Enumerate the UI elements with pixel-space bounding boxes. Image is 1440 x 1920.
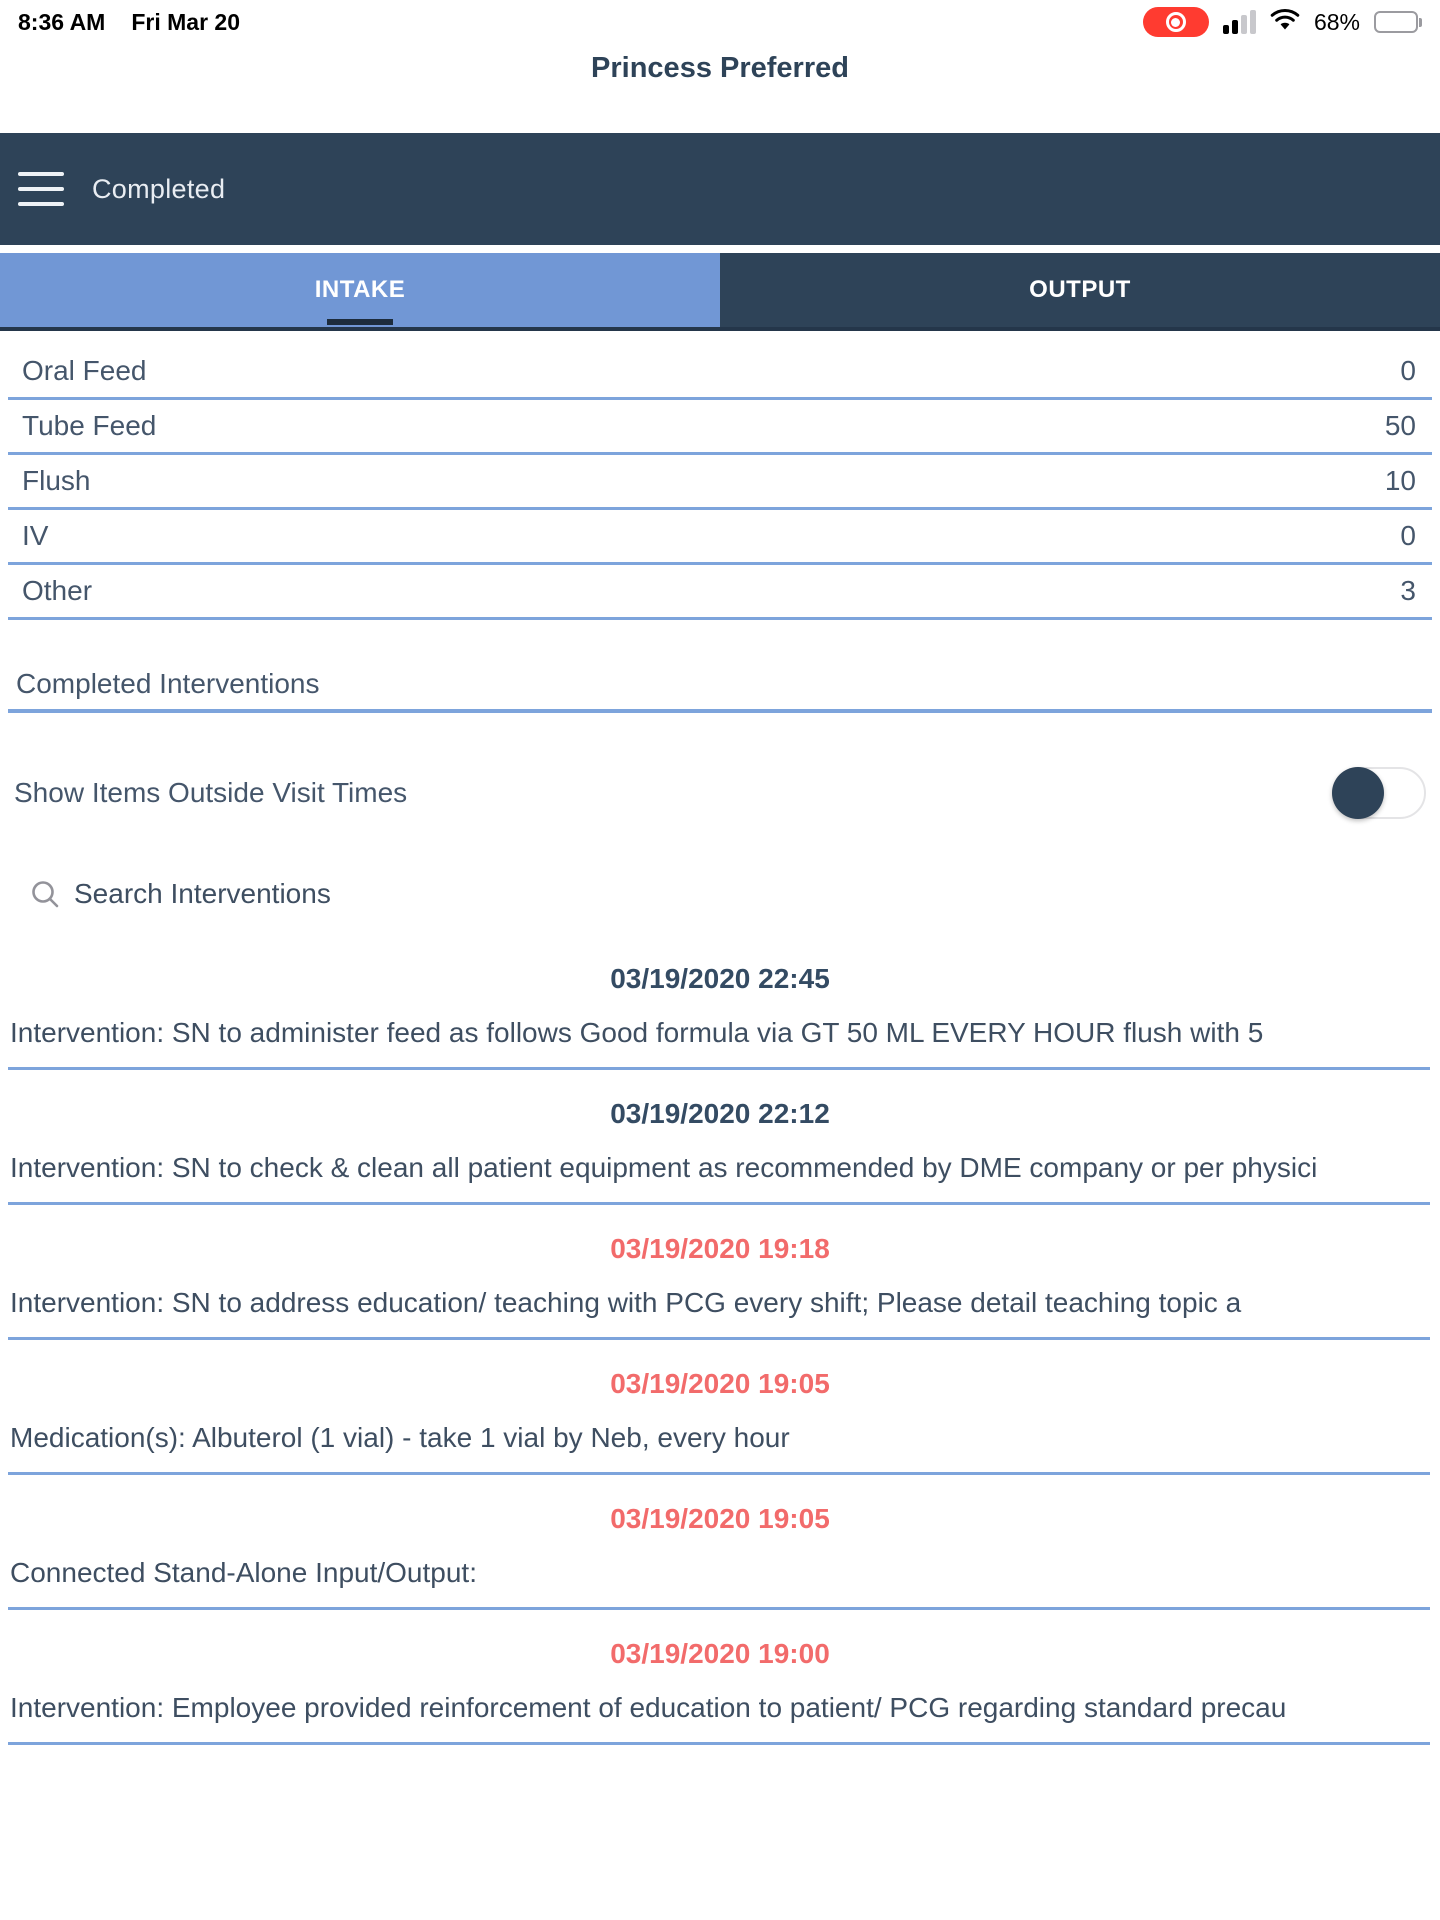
intake-summary-row[interactable] [8, 345, 1432, 400]
intervention-timestamp: 03/19/2020 19:18 [610, 1233, 830, 1264]
intake-item-value: 0 [1400, 520, 1416, 551]
interventions-feed [0, 935, 1440, 1745]
search-input[interactable] [74, 878, 674, 910]
intervention-entry[interactable] [0, 935, 1440, 1070]
cellular-signal-icon [1223, 10, 1256, 34]
intervention-text: Intervention: SN to administer feed as follows Good formula via GT 50 ML EVERY HOUR flush with 5 [10, 1017, 1264, 1048]
toggle-knob [1332, 767, 1384, 819]
tab-output[interactable]: OUTPUT [720, 253, 1440, 327]
nav-bar [0, 133, 1440, 245]
status-time: 8:36 AM [18, 8, 106, 35]
search-icon [30, 879, 60, 909]
intake-item-value: 3 [1400, 575, 1416, 606]
active-tab-indicator [327, 319, 393, 325]
intake-item-label: IV [22, 520, 49, 551]
show-outside-visits-row [14, 765, 1426, 821]
intervention-timestamp: 03/19/2020 22:12 [610, 1098, 830, 1129]
screen-recording-icon[interactable] [1143, 7, 1209, 37]
intervention-timestamp: 03/19/2020 19:00 [610, 1638, 830, 1669]
intake-item-label: Tube Feed [22, 410, 157, 441]
intake-item-label: Other [22, 575, 93, 606]
wifi-icon [1270, 8, 1300, 37]
nav-title: Completed [92, 173, 226, 204]
intervention-entry[interactable] [0, 1610, 1440, 1745]
intervention-entry[interactable] [0, 1340, 1440, 1475]
intake-summary-row[interactable] [8, 565, 1432, 620]
intake-summary-row[interactable] [8, 400, 1432, 455]
completed-interventions-header: Completed Interventions [8, 658, 1432, 713]
intervention-timestamp: 03/19/2020 19:05 [610, 1368, 830, 1399]
intervention-text: Connected Stand-Alone Input/Output: [10, 1557, 477, 1588]
search-row [30, 872, 1410, 916]
intake-item-label: Oral Feed [22, 355, 147, 386]
intervention-text: Intervention: SN to address education/ teaching with PCG every shift; Please detail teaching topic a [10, 1287, 1242, 1318]
battery-percent: 68% [1313, 8, 1360, 35]
battery-icon [1374, 11, 1422, 33]
row-separator [8, 1742, 1430, 1745]
intake-summary-row[interactable] [8, 510, 1432, 565]
intervention-text: Intervention: SN to check & clean all patient equipment as recommended by DME company or per physici [10, 1152, 1318, 1183]
intervention-timestamp: 03/19/2020 22:45 [610, 963, 830, 994]
status-bar [0, 0, 1440, 44]
tab-intake[interactable]: INTAKE [0, 253, 720, 327]
show-outside-visits-toggle[interactable] [1332, 767, 1426, 819]
intervention-text: Medication(s): Albuterol (1 vial) - take 1 vial by Neb, every hour [10, 1422, 790, 1453]
intake-item-value: 10 [1384, 465, 1416, 496]
intake-item-value: 0 [1400, 355, 1416, 386]
page-title: Princess Preferred [591, 52, 849, 84]
intervention-entry[interactable] [0, 1475, 1440, 1610]
intake-item-value: 50 [1384, 410, 1416, 441]
status-date: Fri Mar 20 [131, 8, 240, 35]
intervention-text: Intervention: Employee provided reinforcement of education to patient/ PCG regarding standard precau [10, 1692, 1287, 1723]
intervention-entry[interactable] [0, 1070, 1440, 1205]
intervention-timestamp: 03/19/2020 19:05 [610, 1503, 830, 1534]
intake-summary-row[interactable] [8, 455, 1432, 510]
intervention-entry[interactable] [0, 1205, 1440, 1340]
hamburger-menu-icon[interactable] [18, 172, 64, 206]
tab-bar [0, 253, 1440, 331]
intake-summary-list [0, 345, 1440, 620]
intake-item-label: Flush [22, 465, 91, 496]
show-outside-visits-label: Show Items Outside Visit Times [14, 777, 408, 808]
